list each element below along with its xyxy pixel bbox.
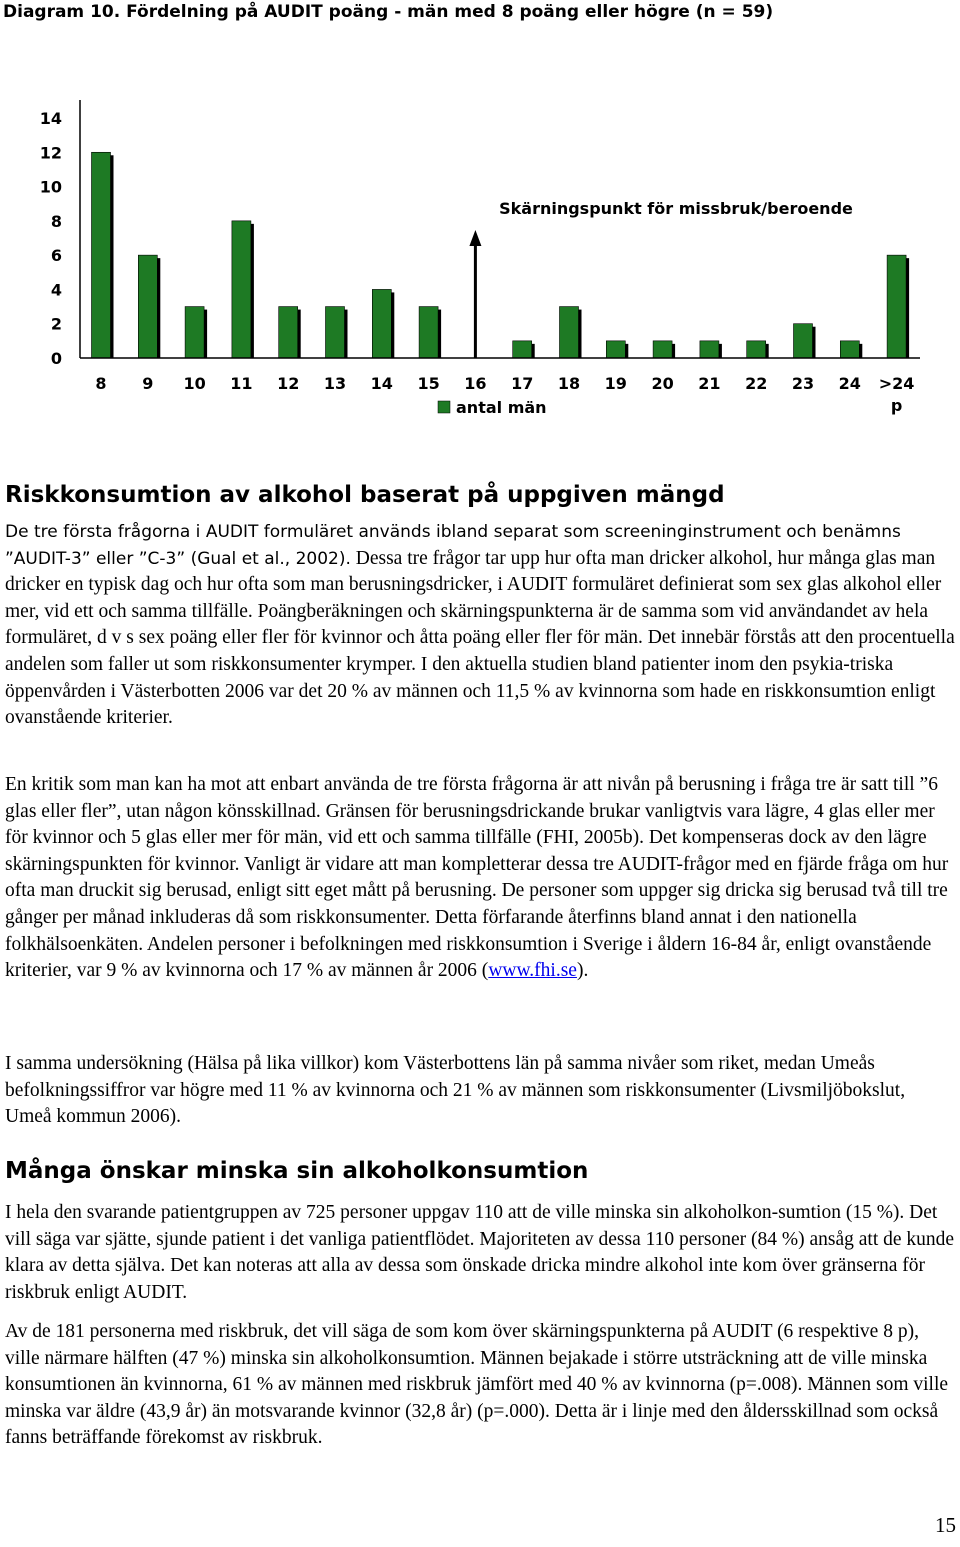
y-tick-label: 12 (39, 143, 62, 163)
x-tick-label: 16 (464, 374, 487, 393)
y-axis-ticks (40, 109, 62, 368)
x-tick-label: 15 (417, 374, 440, 393)
legend (438, 398, 547, 417)
bar (372, 289, 391, 358)
x-tick-label: 10 (183, 374, 206, 393)
x-tick-label: 20 (651, 374, 674, 393)
section-heading-riskkonsumtion: Riskkonsumtion av alkohol baserat på uppgiven mängd (5, 482, 725, 508)
bar (887, 255, 906, 358)
paragraph-audit3-sans: De tre första frågorna i AUDIT formuläret används ibland separat som screeninginstrument och benämns ”AUDIT-3” eller ”C-3” (Gual et al., 2002). (5, 522, 901, 569)
x-tick-label: p (890, 396, 903, 415)
bar (560, 307, 579, 358)
bar (747, 341, 766, 358)
bar (92, 152, 111, 358)
cutoff-annotation-label: Skärningspunkt för missbruk/beroende (499, 199, 853, 218)
section-heading-minska: Många önskar minska sin alkoholkonsumtion (5, 1158, 589, 1184)
x-tick-label: 9 (142, 374, 154, 393)
paragraph-riskbruk: Av de 181 personerna med riskbruk, det vill säga de som kom över skärningspunkterna på AUDIT (6 respektive 8 p), ville närmare hälften (47 %) minska sin alkoholkonsumtion. Männen bejakade i större utsträckning att de ville minska konsumtionen än kvinnorna, 61 % av männen med riskbruk jämfört med 40 % av kvinnorna (p=.008). Männen som ville minska var äldre (43,9 år) än motsvarande kvinnor (32,8 år) (p=.000). Detta är i linje med den åldersskillnad som också fanns beträffande förekomst av riskbruk. (5, 1321, 949, 1449)
x-tick-label: 13 (323, 374, 347, 393)
fhi-link[interactable]: www.fhi.se (488, 960, 577, 982)
bar (606, 341, 625, 358)
paragraph-kritik (5, 772, 955, 985)
x-tick-label: 23 (791, 374, 815, 393)
bar-chart (0, 0, 960, 440)
x-tick-label: 8 (95, 374, 107, 393)
legend-swatch (438, 401, 450, 413)
x-tick-label: >24 (878, 374, 915, 393)
bar (794, 324, 813, 358)
bar (840, 341, 859, 358)
x-tick-label: 12 (277, 374, 300, 393)
cutoff-arrow-head (469, 230, 481, 246)
x-tick-label: 22 (745, 374, 768, 393)
x-tick-label: 24 (838, 374, 861, 393)
y-tick-label: 14 (39, 109, 62, 128)
bars (92, 152, 910, 358)
paragraph-audit3 (5, 519, 955, 732)
x-tick-label: 19 (604, 374, 627, 393)
bar (326, 307, 345, 358)
y-tick-label: 2 (50, 314, 62, 334)
bar (653, 341, 672, 358)
bar (513, 341, 532, 358)
x-tick-label: 14 (370, 374, 393, 393)
bar (419, 307, 438, 358)
figure-caption: Diagram 10. Fördelning på AUDIT poäng - män med 8 poäng eller högre (n = 59) (3, 2, 774, 22)
y-tick-label: 6 (50, 246, 62, 266)
paragraph-patientgruppen: I hela den svarande patientgruppen av 725 personer uppgav 110 att de ville minska sin alkoholkon-sumtion (15 %). Det vill säga var sjätte, sjunde patient i det vanliga patientflödet. Majoriteten av dessa 110 personer (84 %) ansåg att de kunde klara av detta själva. Det kan noteras att alla av dessa som önskade dricka mindre alkohol inte kom över gränserna för riskbruk enligt AUDIT. (5, 1202, 955, 1303)
y-tick-label: 8 (50, 211, 62, 231)
bar (700, 341, 719, 358)
bar (185, 307, 204, 358)
paragraph-audit3-serif: Dessa tre frågor tar upp hur ofta man dricker alkohol, hur många glas man dricker en typisk dag och hur ofta som man berusningsdricker, i AUDIT formuläret definierat som sex glas alkohol eller mer, vid ett och samma tillfälle. Poängberäkningen och skärningspunkterna är de samma som vid användandet av hela formuläret, d v s sex poäng eller fler för kvinnor och åtta poäng eller fler för män. Det innebär förstås att den procentuella andelen som faller ut som riskkonsumenter krymper. I den aktuella studien bland patienter inom den psykia-triska öppenvården i Västerbotten 2006 var det 20 % av männen och 11,5 % av kvinnorna som hade en riskkonsumtion enligt ovanstående kriterier. (5, 547, 955, 729)
bar (279, 307, 298, 358)
paragraph-kritik-end: ). (576, 960, 589, 982)
y-tick-label: 0 (50, 349, 62, 368)
paragraph-samma-undersokning: I samma undersökning (Hälsa på lika villkor) kom Västerbottens län på samma nivåer som riket, medan Umeås befolkningssiffror var högre med 11 % av kvinnorna och 21 % av männen som riskkonsumenter (Livsmiljöbokslut, Umeå kommun 2006). (5, 1053, 906, 1128)
legend-label: antal män (456, 398, 547, 417)
x-tick-label: 21 (698, 374, 721, 393)
x-tick-label: 11 (230, 374, 253, 393)
bar (232, 221, 251, 358)
bar (138, 255, 157, 358)
x-tick-label: 18 (557, 374, 581, 393)
x-tick-label: 17 (511, 374, 534, 393)
page-number: 15 (935, 1513, 956, 1537)
y-tick-label: 4 (50, 280, 62, 300)
paragraph-kritik-text: En kritik som man kan ha mot att enbart använda de tre första frågorna är att nivån på berusning i fråga tre är satt till ”6 glas eller fler”, utan någon könsskillnad. Gränsen för berusningsdrickande brukar vanligtvis vara lägre, 4 glas eller mer för kvinnor och 5 glas eller mer för män, vid ett och samma tillfälle (FHI, 2005b). Det kompenseras dock av den lägre skärningspunkten för kvinnor. Vanligt är vidare att man kompletterar dessa tre AUDIT-frågor med en fjärde fråga om hur ofta man druckit sig berusad, enligt sitt eget mått på berusning. De personer som uppger sig dricka sig berusad två till tre gånger per månad inkluderas då som riskkonsumenter. Detta förfarande återfinns bland annat i den nationella folkhälsoenkäten. Andelen personer i befolkningen med riskkonsumtion i Sverige i åldern 16-84 år, enligt ovanstående kriterier, var 9 % av kvinnorna och 17 % av männen år 2006 ( (5, 774, 949, 982)
y-tick-label: 10 (39, 177, 62, 197)
